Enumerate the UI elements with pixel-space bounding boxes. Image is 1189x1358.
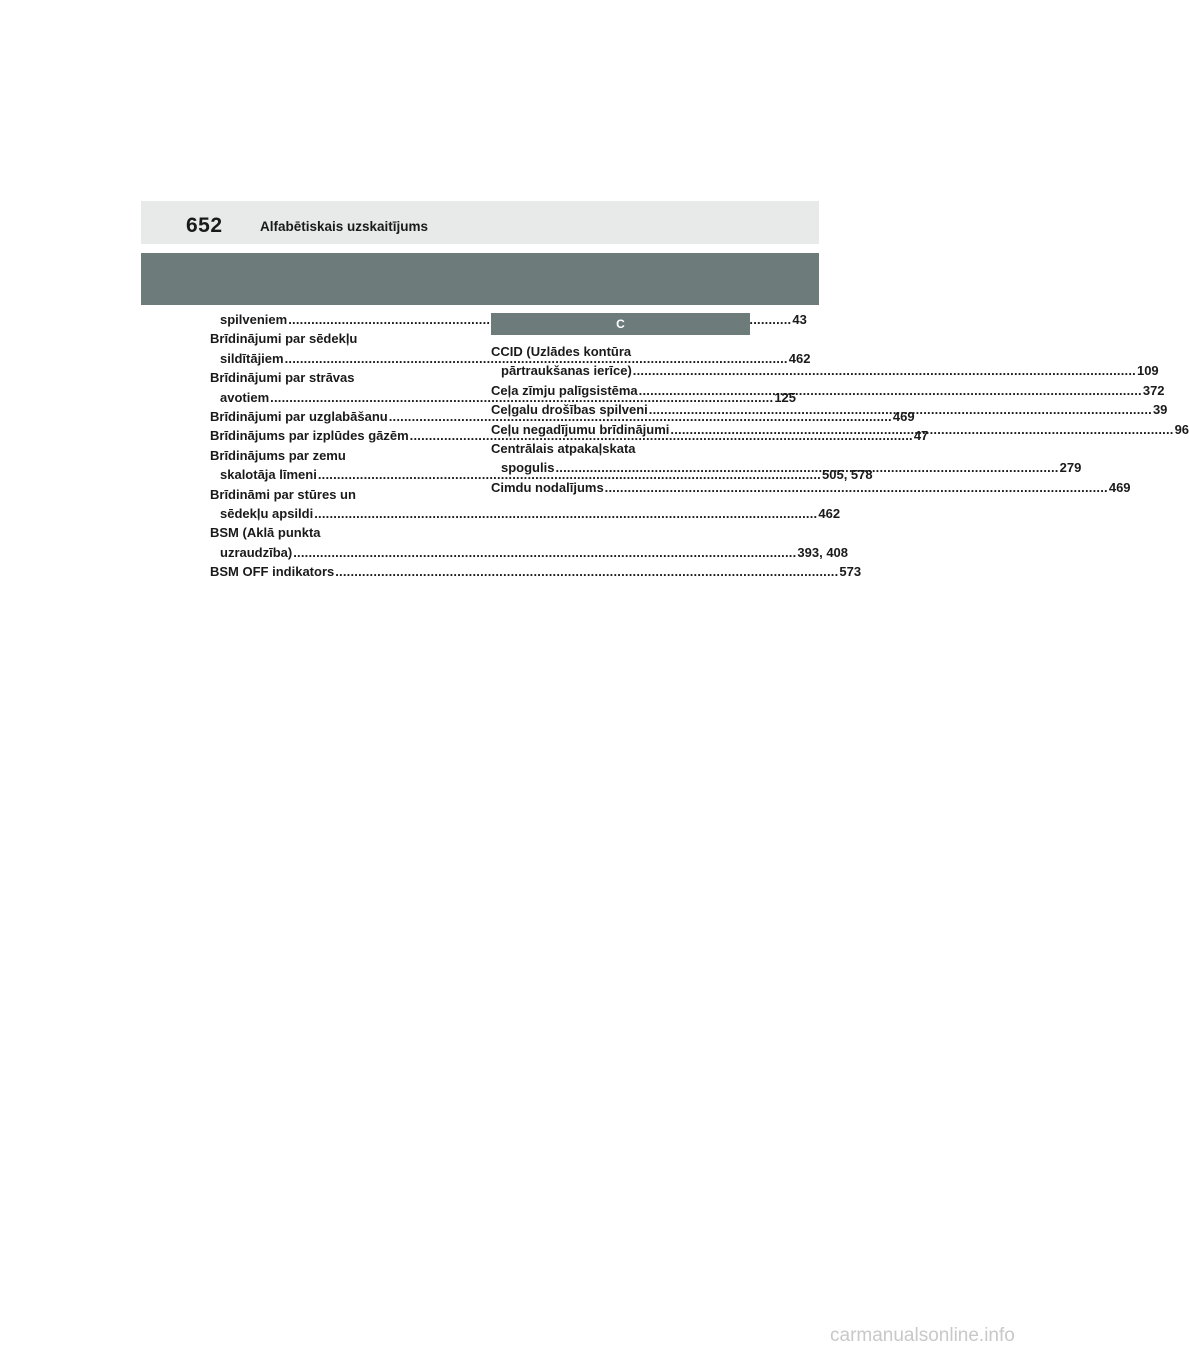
index-term: Brīdinājumi par uzglabāšanu	[210, 409, 388, 425]
dot-leader	[605, 478, 1108, 497]
index-entry-line	[210, 543, 849, 562]
page-reference: 469	[892, 409, 915, 425]
index-entry-line	[210, 446, 462, 465]
index-entry-line	[210, 504, 841, 523]
index-term: Brīdināmi par stūres un	[210, 486, 356, 502]
dot-leader	[314, 504, 817, 523]
index-term: spogulis	[501, 460, 555, 476]
page-reference: 469	[1108, 479, 1131, 495]
letter-header: C	[491, 313, 750, 335]
section-band	[141, 253, 819, 305]
dot-leader	[670, 420, 1173, 439]
page-reference: 393, 408	[797, 544, 849, 560]
index-term: BSM (Aklā punkta	[210, 525, 321, 541]
dot-leader	[639, 381, 1142, 400]
index-entry	[210, 523, 849, 562]
section-title: Alfabētiskais uzskaitījums	[260, 219, 429, 234]
page-reference: 39	[1152, 402, 1168, 418]
index-entry-line	[210, 485, 462, 504]
dot-leader	[649, 400, 1152, 419]
watermark: carmanualsonline.info	[830, 1325, 1015, 1346]
dot-leader	[555, 458, 1058, 477]
index-term: Cimdu nodalījums	[491, 479, 604, 495]
page-reference: 43	[792, 312, 807, 327]
index-term: Brīdinājumi par sēdekļu	[210, 331, 358, 347]
page-reference: 573	[839, 564, 862, 580]
index-term: Ceļu negadījumu brīdinājumi	[491, 421, 670, 437]
page-reference: 96	[1174, 421, 1189, 437]
index-term: Ceļgalu drošības spilveni	[491, 402, 648, 418]
index-term: skalotāja līmeni	[220, 467, 317, 483]
index-entry-line	[491, 361, 1159, 380]
page-reference: 505, 578	[822, 467, 873, 483]
index-term: CCID (Uzlādes kontūra	[491, 344, 632, 359]
index-entry-line	[491, 478, 1131, 497]
dot-leader	[293, 543, 796, 562]
index-entry	[210, 310, 807, 329]
dot-leader	[633, 361, 1136, 380]
index-term: spilveniem	[220, 312, 288, 327]
index-entry-line	[210, 310, 807, 329]
index-term: uzraudzība)	[220, 544, 293, 560]
index-term: avotiem	[220, 389, 270, 405]
dot-leader	[335, 562, 838, 581]
page-reference: 125	[774, 389, 797, 405]
page-header	[141, 201, 819, 244]
page-reference: 372	[1142, 382, 1165, 398]
page-reference: 279	[1059, 460, 1082, 476]
index-term: Brīdinājums par zemu	[210, 447, 346, 463]
index-entry-line	[491, 439, 743, 458]
index-term: Brīdinājums par izplūdes gāzēm	[210, 428, 409, 444]
index-entry-line	[210, 562, 862, 581]
index-term: pārtraukšanas ierīce)	[501, 363, 632, 379]
page-reference: 462	[818, 506, 841, 522]
index-entry	[491, 478, 1131, 497]
index-entry-line	[491, 342, 743, 361]
index-entry-line	[210, 329, 462, 348]
index-entry	[210, 562, 862, 581]
index-term: Centrālais atpakaļskata	[491, 441, 636, 457]
page-reference: 462	[788, 350, 811, 366]
index-entry-line	[210, 368, 462, 387]
index-term: Brīdinājumi par strāvas	[210, 370, 355, 386]
index-term: sēdekļu apsildi	[220, 506, 314, 522]
index-entry-line	[210, 523, 462, 542]
page-reference: 47	[913, 428, 929, 444]
index-term: Ceļa zīmju palīgsistēma	[491, 382, 638, 398]
index-term: sildītājiem	[220, 350, 284, 366]
page-number: 652	[186, 214, 223, 237]
index-term: BSM OFF indikators	[210, 564, 335, 580]
page-reference: 109	[1136, 363, 1159, 379]
